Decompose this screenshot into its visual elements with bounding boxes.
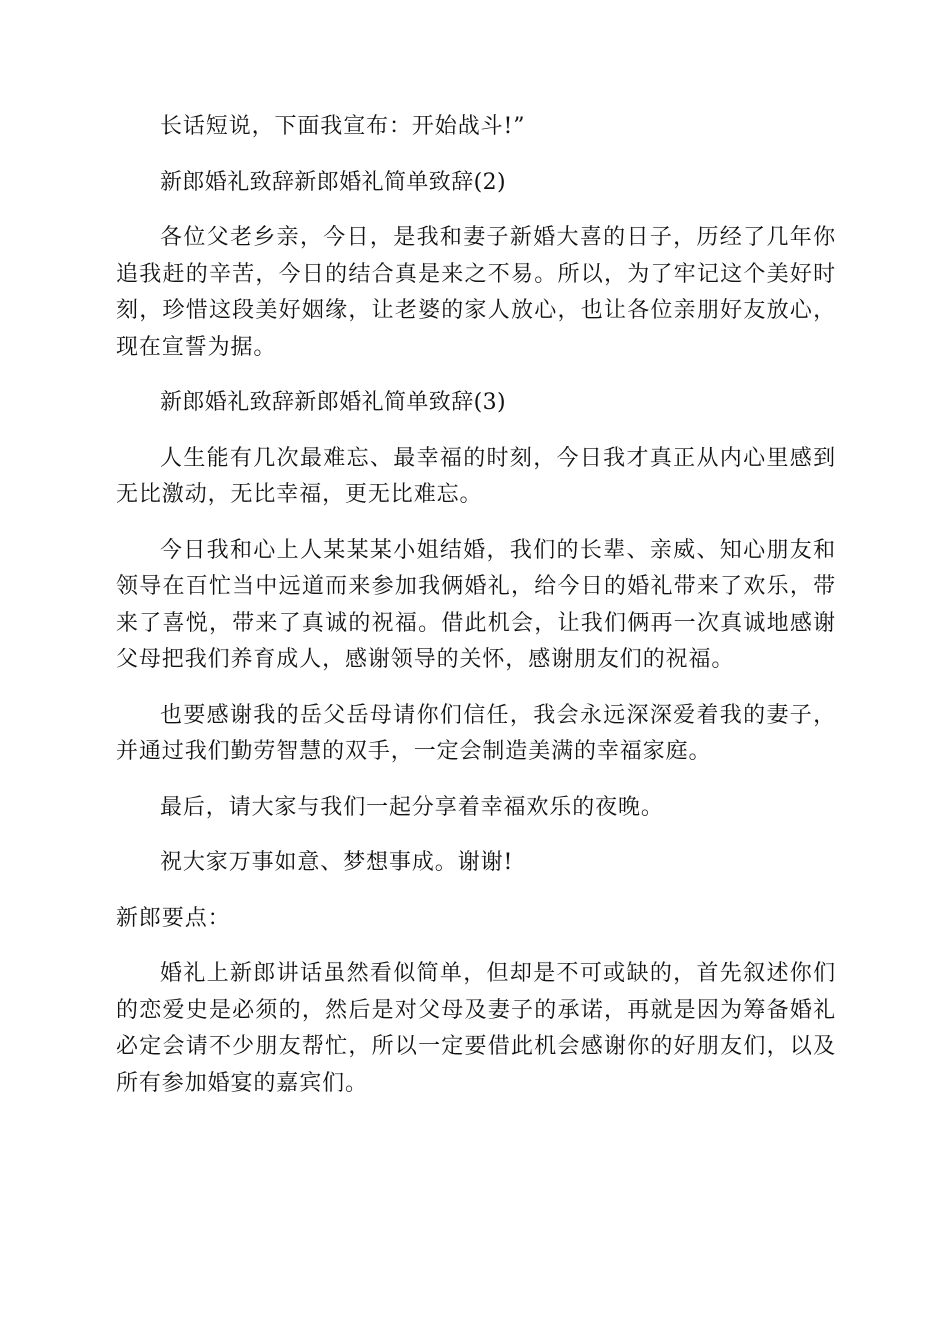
paragraph-best-wishes: 祝大家万事如意、梦想事成。谢谢!: [160, 850, 514, 875]
paragraph-vow: 各位父老乡亲，今日，是我和妻子新婚大喜的日子，历经了几年你追我赶的辛苦，今日的结合真是来之不易。所以，为了牢记这个美好时刻，珍惜这段美好姻缘，让老婆的家人放心，也让各位亲朋好友放心，现在宣誓为据。: [116, 225, 836, 360]
paragraph-thanks-guests: 今日我和心上人某某某小姐结婚，我们的长辈、亲威、知心朋友和领导在百忙当中远道而来参加我俩婚礼，给今日的婚礼带来了欢乐，带来了喜悦，带来了真诚的祝福。借此机会，让我们俩再一次真诚地感谢父母把我们养育成人，感谢领导的关怀，感谢朋友们的祝福。: [116, 537, 836, 672]
paragraph-share-evening: 最后，请大家与我们一起分享着幸福欢乐的夜晚。: [160, 794, 664, 820]
section-heading-3: 新郎婚礼致辞新郎婚礼简单致辞(3): [160, 390, 506, 415]
section-heading-2: 新郎婚礼致辞新郎婚礼简单致辞(2): [160, 169, 506, 195]
document-body: [116, 109, 836, 1121]
paragraph-thanks-in-laws: 也要感谢我的岳父岳母请你们信任，我会永远深深爱着我的妻子，并通过我们勤劳智慧的双手，一定会制造美满的幸福家庭。: [116, 702, 836, 764]
paragraph-key-points: 婚礼上新郎讲话虽然看似简单，但却是不可或缺的，首先叙述你们的恋爱史是必须的，然后是对父母及妻子的承诺，再就是因为筹备婚礼必定会请不少朋友帮忙，所以一定要借此机会感谢你的好朋友们，以及所有参加婚宴的嘉宾们。: [116, 961, 836, 1096]
paragraph-happiest-moment: 人生能有几次最难忘、最幸福的时刻，今日我才真正从内心里感到无比激动，无比幸福，更无比难忘。: [116, 445, 836, 507]
key-points-heading: 新郎要点：: [116, 905, 231, 931]
paragraph-closing-quote: 长话短说，下面我宣布：开始战斗!”: [160, 114, 526, 139]
